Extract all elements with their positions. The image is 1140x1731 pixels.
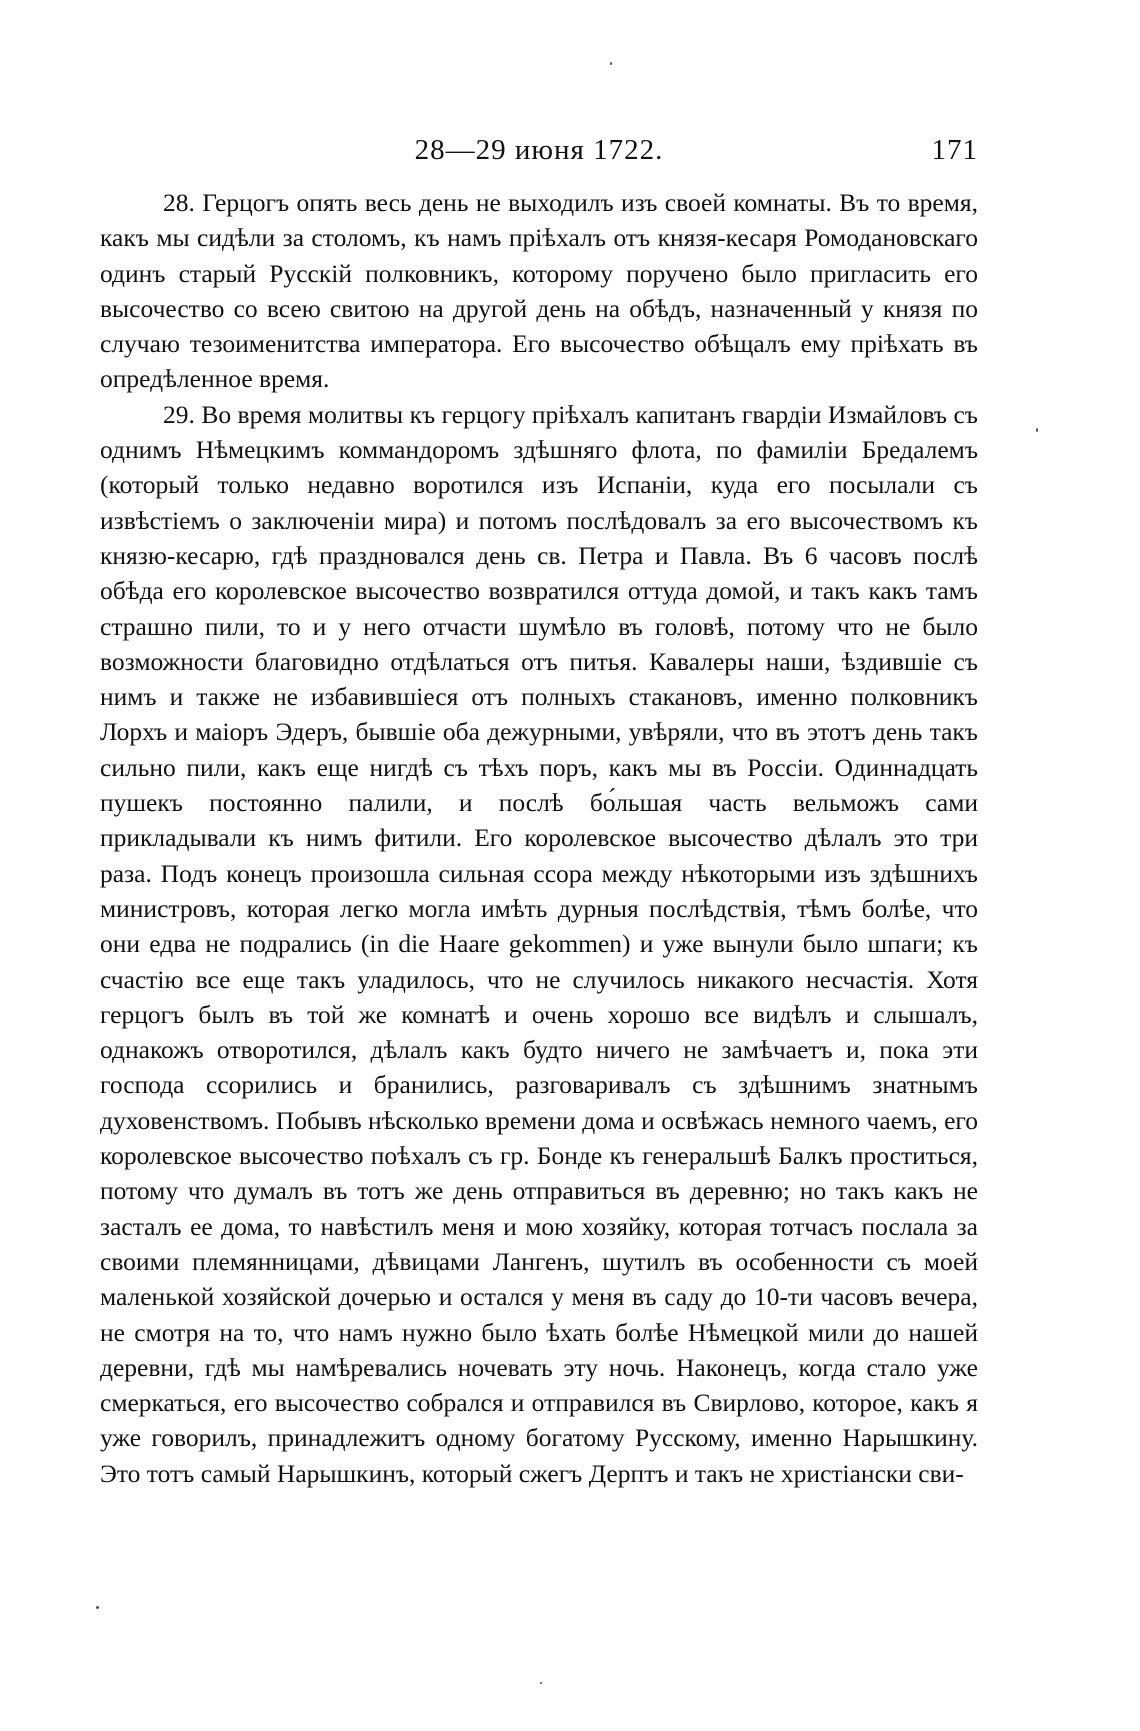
scan-speck-4 xyxy=(540,1682,542,1684)
scan-speck-1 xyxy=(610,62,612,65)
running-header xyxy=(100,134,978,174)
scan-speck-3 xyxy=(96,1606,99,1609)
header-date-title: 28—29 июня 1722. xyxy=(414,134,664,166)
body-text xyxy=(100,185,978,1491)
scan-speck-2 xyxy=(1036,428,1038,432)
paragraph-june-29: 29. Во время молитвы къ герцогу пріѣхалъ капитанъ гвардіи Измайловъ съ однимъ Нѣмецкимъ коммандоромъ здѣшняго флота, по фамиліи Бредалемъ (который только недавно воротился изъ Испаніи, куда его посылали съ извѣстіемъ о заключеніи мира) и потомъ послѣдовалъ за его высочествомъ къ князю-кесарю, гдѣ праздновался день св. Петра и Павла. Въ 6 часовъ послѣ обѣда его королевское высочество возвратился оттуда домой, и такъ какъ тамъ страшно пили, то и у него отчасти шумѣло въ головѣ, потому что не было возможности благовидно отдѣлаться отъ питья. Кавалеры наши, ѣздившіе съ нимъ и также не избавившіеся отъ полныхъ стакановъ, именно полковникъ Лорхъ и маіоръ Эдеръ, бывшіе оба дежурными, увѣряли, что въ этотъ день такъ сильно пили, какъ еще нигдѣ съ тѣхъ поръ, какъ мы въ Россіи. Одиннадцать пушекъ постоянно палили, и послѣ бо́льшая часть вельможъ сами прикладывали къ нимъ фитили. Его королевское высочество дѣлалъ это три раза. Подъ конецъ произошла сильная ссора между нѣкоторыми изъ здѣшнихъ министровъ, которая легко могла имѣть дурныя послѣдствія, тѣмъ болѣе, что они едва не подрались (in die Haare gekommen) и уже вынули было шпаги; къ счастію все еще такъ уладилось, что не случилось никакого несчастія. Хотя герцогъ былъ въ той же комнатѣ и очень хорошо все видѣлъ и слышалъ, однакожъ отворотился, дѣлалъ какъ будто ничего не замѣчаетъ и, пока эти господа ссорились и бранились, разговаривалъ съ здѣшнимъ знатнымъ духовенствомъ. Побывъ нѣсколько времени дома и освѣжась немного чаемъ, его королевское высочество поѣхалъ съ гр. Бонде къ генеральшѣ Балкъ проститься, потому что думалъ въ тотъ же день отправиться въ деревню; но такъ какъ не засталъ ее дома, то навѣстилъ меня и мою хозяйку, которая тотчасъ послала за своими племянницами, дѣвицами Лангенъ, шутилъ въ особенности съ моей маленькой хозяйской дочерью и остался у меня въ саду до 10-ти часовъ вечера, не смотря на то, что намъ нужно было ѣхать болѣе Нѣмецкой мили до нашей деревни, гдѣ мы намѣревались ночевать эту ночь. Наконецъ, когда стало уже смеркаться, его высочество собрался и отправился въ Свирлово, которое, какъ я уже говорилъ, принадлежитъ одному богатому Русскому, именно Нарышкину. Это тотъ самый Нарышкинъ, который сжегъ Дерптъ и такъ не христіански сви- xyxy=(100,399,978,1488)
page-number: 171 xyxy=(931,134,978,166)
paragraph-june-28: 28. Герцогъ опять весь день не выходилъ изъ своей комнаты. Въ то время, какъ мы сидѣли за столомъ, къ намъ пріѣхалъ отъ князя-кесаря Ромодановскаго одинъ старый Русскій полковникъ, которому поручено было пригласить его высочество со всею свитою на другой день на обѣдъ, назначенный у князя по случаю тезоименитства императора. Его высочество обѣщалъ ему пріѣхать въ опредѣленное время. xyxy=(100,188,978,394)
